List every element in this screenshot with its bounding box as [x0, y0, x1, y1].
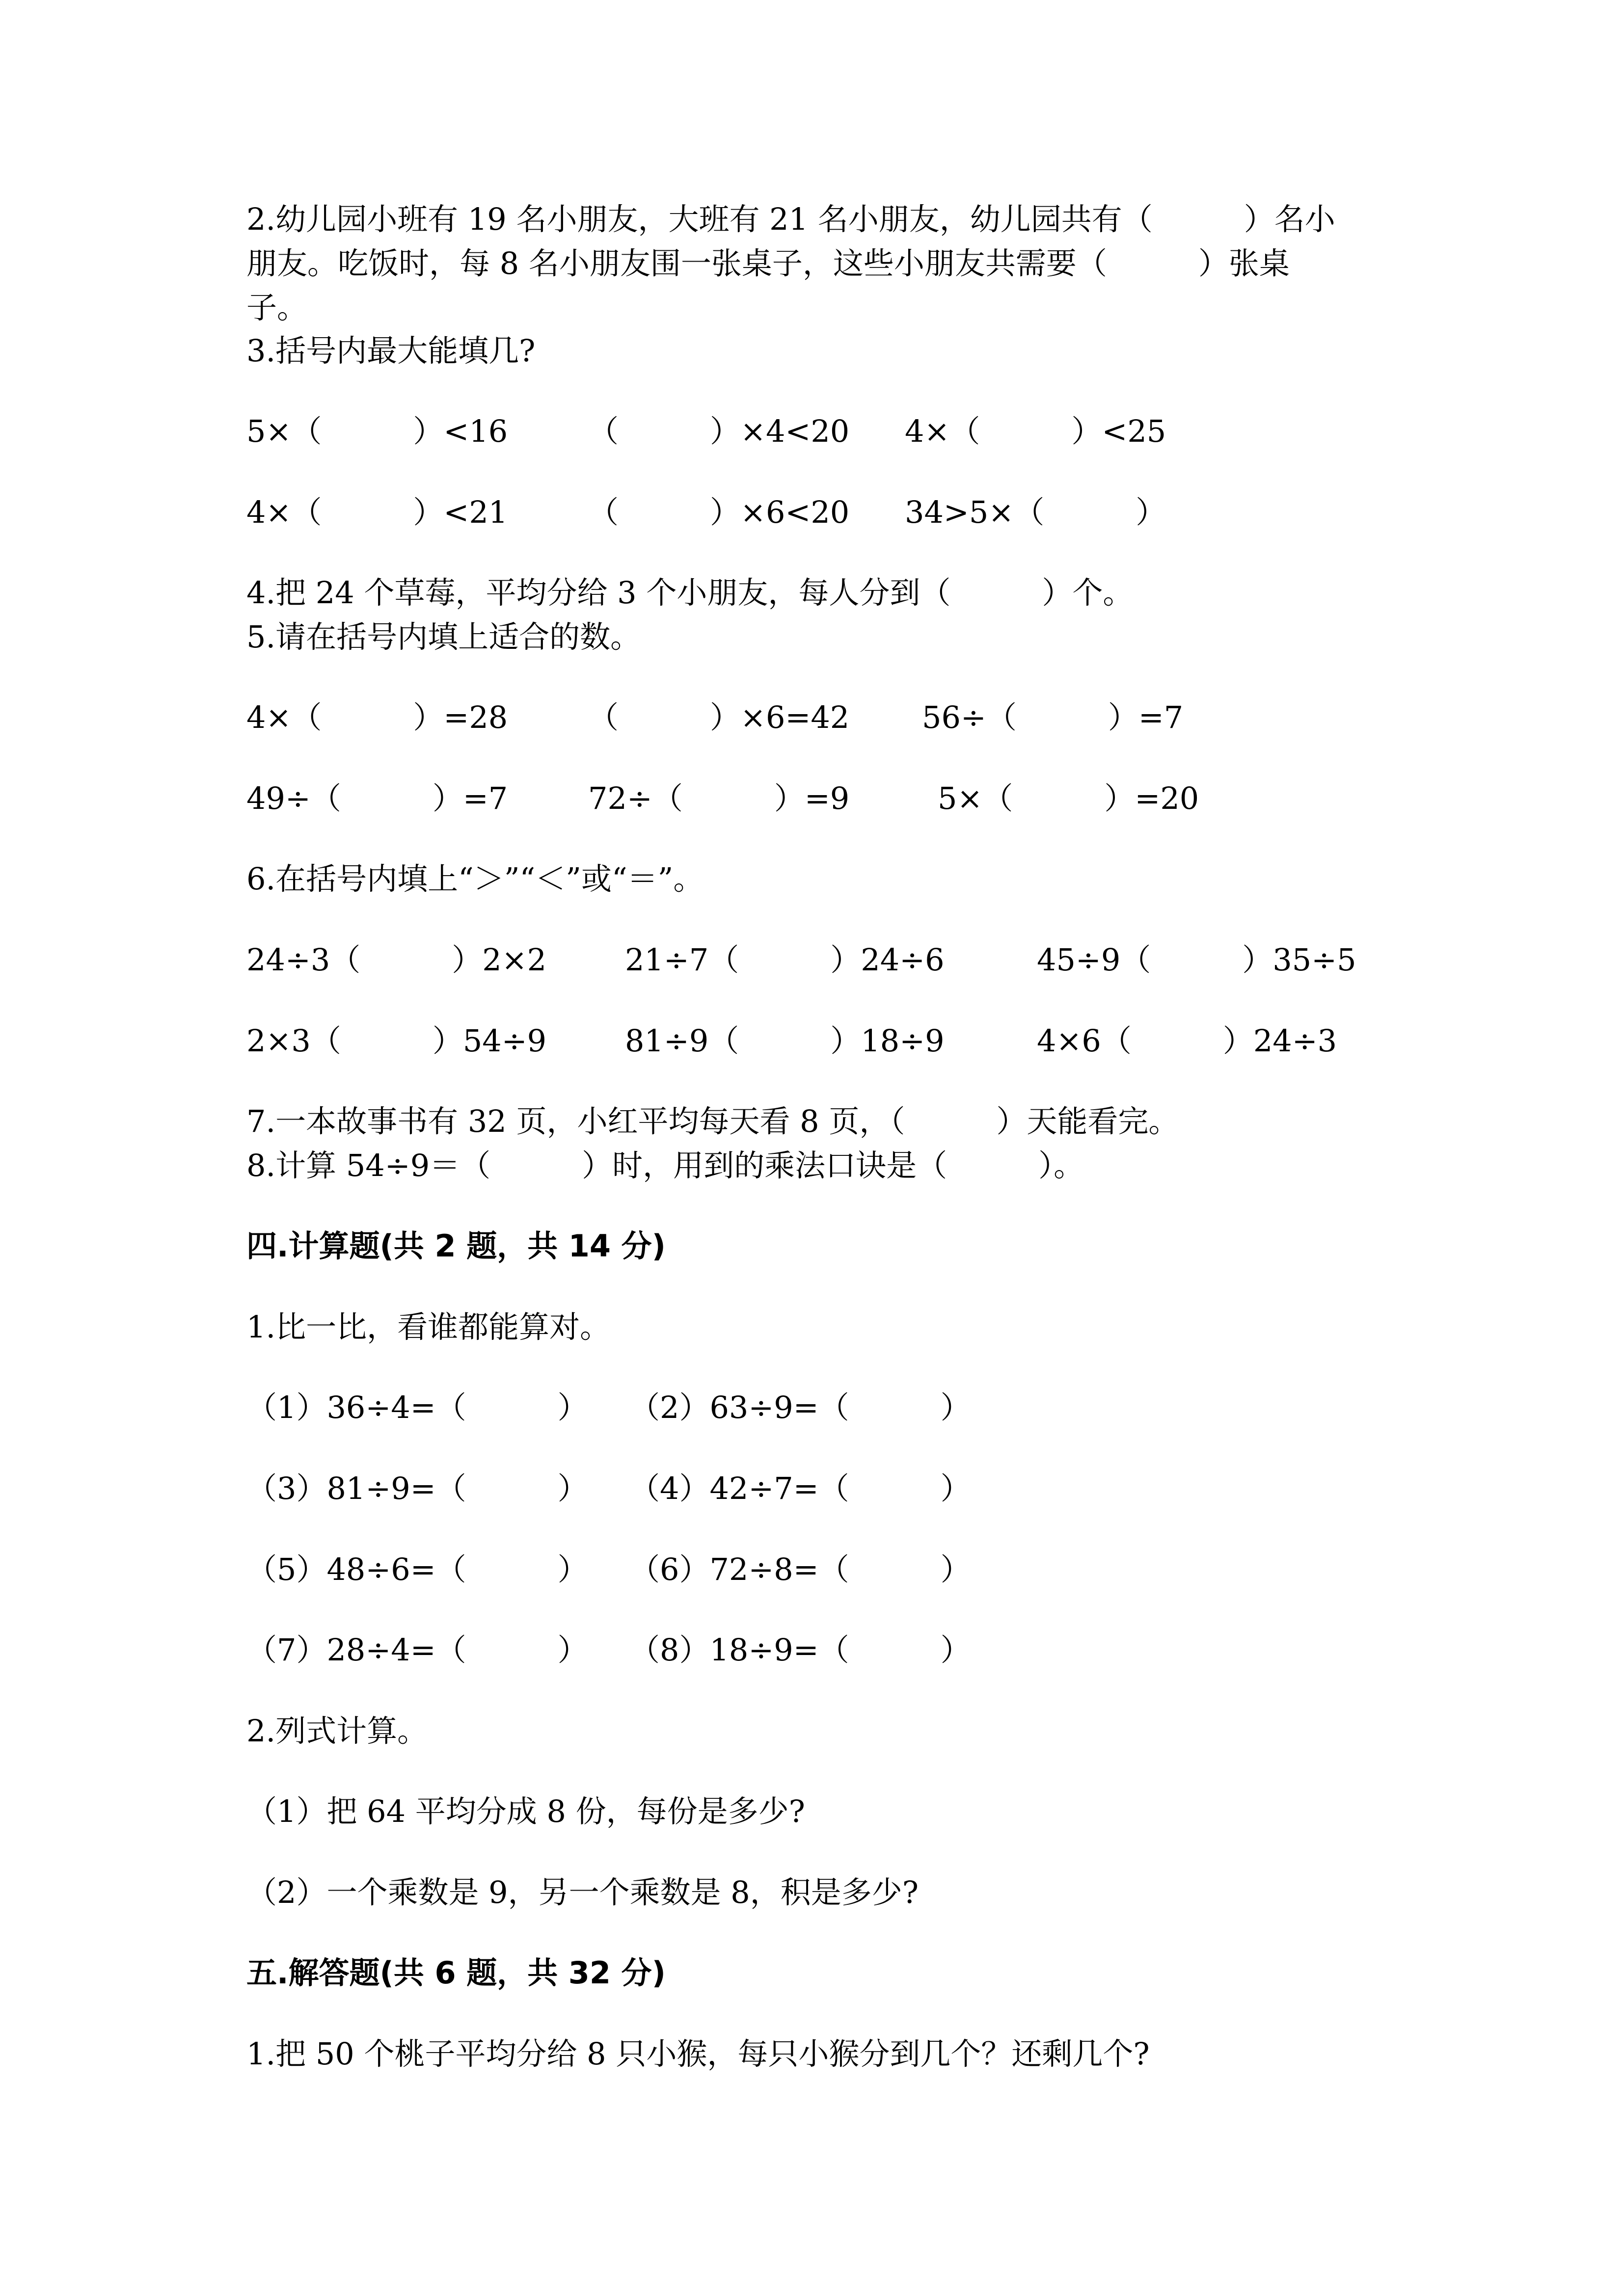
- question-6-item-2: 21÷7（ ）24÷6: [625, 942, 945, 978]
- question-3-item-6: 34>5×（ ）: [905, 494, 1166, 530]
- question-5-item-4: 49÷（ ）=7: [246, 780, 508, 816]
- calc-question-2-item-2: （2）一个乘数是 9，另一个乘数是 8，积是多少?: [246, 1874, 919, 1910]
- question-3-item-3: 4×（ ）<25: [905, 413, 1166, 449]
- calc-item-5: （5）48÷6=（ ）: [246, 1551, 588, 1587]
- question-6-item-3: 45÷9（ ）35÷5: [1037, 942, 1356, 978]
- section-4-heading: 四.计算题(共 2 题，共 14 分): [246, 1228, 666, 1264]
- calc-item-1: （1）36÷4=（ ）: [246, 1389, 588, 1425]
- question-3-item-5: （ ）×6<20: [588, 494, 850, 530]
- question-6-item-6: 4×6（ ）24÷3: [1037, 1023, 1337, 1059]
- calc-question-2-item-1: （1）把 64 平均分成 8 份，每份是多少?: [246, 1793, 805, 1829]
- question-5-item-3: 56÷（ ）=7: [922, 699, 1184, 735]
- question-7-text: 7.一本故事书有 32 页，小红平均每天看 8 页，（ ）天能看完。: [246, 1103, 1179, 1139]
- question-6-text: 6.在括号内填上“＞”“＜”或“＝”。: [246, 861, 704, 897]
- calc-question-1-text: 1.比一比，看谁都能算对。: [246, 1309, 611, 1345]
- section-5-heading: 五.解答题(共 6 题，共 32 分): [246, 1955, 666, 1991]
- question-6-item-5: 81÷9（ ）18÷9: [625, 1023, 945, 1059]
- question-5-text: 5.请在括号内填上适合的数。: [246, 619, 641, 655]
- question-8-text: 8.计算 54÷9＝（ ）时，用到的乘法口诀是（ ）。: [246, 1148, 1084, 1183]
- calc-item-4: （4）42÷7=（ ）: [629, 1470, 971, 1506]
- calc-item-7: （7）28÷4=（ ）: [246, 1632, 588, 1668]
- question-3-item-4: 4×（ ）<21: [246, 494, 508, 530]
- question-5-item-2: （ ）×6=42: [588, 699, 850, 735]
- question-5-item-6: 5×（ ）=20: [938, 780, 1199, 816]
- question-2-line-2: 朋友。吃饭时，每 8 名小朋友围一张桌子，这些小朋友共需要（ ）张桌: [246, 245, 1290, 281]
- question-3-text: 3.括号内最大能填几?: [246, 333, 536, 369]
- question-3-item-2: （ ）×4<20: [588, 413, 850, 449]
- question-4-text: 4.把 24 个草莓，平均分给 3 个小朋友，每人分到（ ）个。: [246, 575, 1134, 611]
- question-6-item-1: 24÷3（ ）2×2: [246, 942, 547, 978]
- question-2-line-1: 2.幼儿园小班有 19 名小朋友，大班有 21 名小朋友，幼儿园共有（ ）名小: [246, 201, 1335, 237]
- calc-item-8: （8）18÷9=（ ）: [629, 1632, 971, 1668]
- question-5-item-5: 72÷（ ）=9: [588, 780, 850, 816]
- calc-item-6: （6）72÷8=（ ）: [629, 1551, 971, 1587]
- question-6-item-4: 2×3（ ）54÷9: [246, 1023, 547, 1059]
- question-2-line-3: 子。: [246, 290, 308, 325]
- answer-question-1-text: 1.把 50 个桃子平均分给 8 只小猴，每只小猴分到几个？还剩几个?: [246, 2036, 1150, 2072]
- calc-item-3: （3）81÷9=（ ）: [246, 1470, 588, 1506]
- calc-item-2: （2）63÷9=（ ）: [629, 1389, 971, 1425]
- calc-question-2-text: 2.列式计算。: [246, 1713, 428, 1749]
- question-3-item-1: 5×（ ）<16: [246, 413, 508, 449]
- question-5-item-1: 4×（ ）=28: [246, 699, 508, 735]
